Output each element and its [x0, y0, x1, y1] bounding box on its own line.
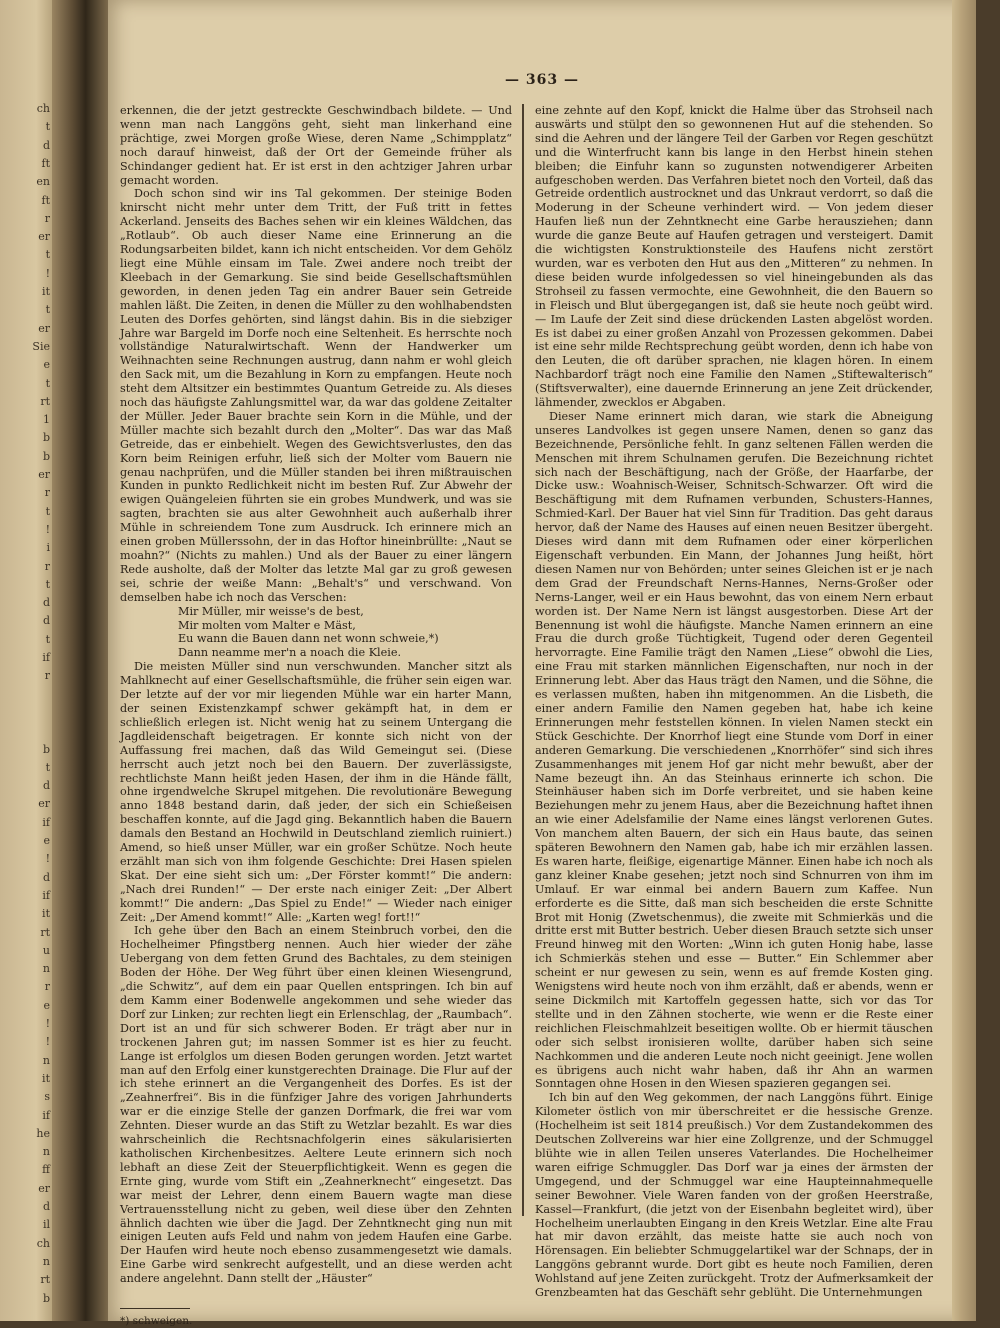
previous-page-fragment: e	[43, 358, 50, 372]
previous-page-fragment: b	[42, 1291, 50, 1305]
previous-page-fragment: ft	[41, 193, 50, 207]
paragraph: Die meisten Müller sind nun verschwunden. Mancher sitzt als Mahlknecht auf einer Gesellschaftsmühle, die früher sein eigen war. Der letzte auf der vor mir liegenden Mühle war ein harter Mann, der seinen Existenzkampf schwer gekämpft hat, in dem er schließlich erlegen ist. Nicht wenig hat zu seinem Untergang die Jagdleidenschaft beigetragen. Er konnte sich nicht von der Auffassung frei machen, daß das Wild Gemeingut sei. (Diese herrscht auch jetzt noch bei den Bauern. Der zuverlässigste, rechtlichste Mann heißt jeden Hasen, der ihm in die Hände fällt, ohne irgendwelche Skrupel mitgehen. Die revolutionäre Bewegung anno 1848 bestand darin, daß jeder, der sich ein Schießeisen beschaffen konnte, auf die Jagd ging. Bekanntlich haben die Bauern damals den Bestand an Hochwild in Deutschland ziemlich ruiniert.) Amend, so hieß unser Müller, war ein großer Schütze. Noch heute erzählt man sich von ihm folgende Geschichte: Drei Hasen spielen Skat. Der eine sieht sich um: „Der Förster kommt!“ Die andern: „Nach drei Runden!“ — Der erste nach einiger Zeit: „Der Albert kommt!“ Die andern: „Das Spiel zu Ende!“ — Wieder nach einiger Zeit: „Der Amend kommt!“ Alle: „Karten weg! fort!!“	[120, 660, 512, 924]
book-gutter	[52, 0, 108, 1321]
paragraph: Doch schon sind wir ins Tal gekommen. Der steinige Boden knirscht nicht mehr unter dem Tritt, der Fuß tritt in fettes Ackerland. Jenseits des Baches sehen wir ein kleines Wäldchen, das „Rotlaub“. Ob auch dieser Name eine Erinnerung an die Rodungsarbeiten bildet, kann ich nicht entscheiden. Vor dem Gehölz liegt eine Mühle einsam im Tale. Zwei andere noch treibt der Kleebach in der Gemarkung. Sie sind beide Gesellschaftsmühlen geworden, in denen jeden Tag ein andrer Bauer sein Getreide mahlen läßt. Die Zeiten, in denen die Müller zu den wohlhabendsten Leuten des Dorfes gehörten, sind längst dahin. Bis in die siebziger Jahre war Bargeld im Dorfe noch eine Seltenheit. Es herrschte noch vollständige Naturalwirtschaft. Wenn der Handwerker um Weihnachten seine Rechnungen austrug, dann nahm er wohl gleich den Sack mit, um die Bezahlung in Korn zu empfangen. Heute noch steht dem Altsitzer ein bestimmtes Quantum Getreide zu. Als dieses noch das häufigste Zahlungsmittel war, da war das goldene Zeitalter der Müller. Jeder Bauer brachte sein Korn in die Mühle, und der Müller machte sich bezahlt durch den „Molter“. Das war das Maß Getreide, das er einbehielt. Wegen des Gewichtsverlustes, den das Korn beim Reinigen erfuhr, ließ sich der Molter vom Bauern nie genau nachprüfen, und die Müller standen bei ihren mißtrauischen Kunden in punkto Redlichkeit nicht im besten Ruf. Zur Abwehr der ewigen Quängeleien führten sie ein grobes Mundwerk, und was sie sagten, brachten sie aus alter Gewohnheit auch außerhalb ihrer Mühle in schreiendem Tone zum Ausdruck. Ich erinnere mich an einen groben Müllerssohn, der in das Hoftor hineinbrüllte: „Naut se moahn?“ (Nichts zu mahlen.) Und als der Bauer zu einer längern Rede ausholte, daß der Molter das letzte Mal gar zu groß gewesen sei, schrie der weiße Mann: „Behalt's“ und verschwand. Von demselben habe ich noch das Verschen:	[120, 187, 512, 604]
previous-page-fragment: b	[42, 431, 50, 445]
footnote-rule	[120, 1308, 190, 1309]
previous-page-fragment: r	[44, 486, 50, 500]
verse-line: Mir molten vom Malter e Mäst,	[178, 618, 356, 632]
previous-page-fragment: b	[42, 742, 50, 756]
previous-page-fragment: ch	[36, 102, 50, 115]
previous-page-fragment: t	[45, 376, 50, 390]
page-stack-edge	[952, 0, 976, 1321]
previous-page-fragment: ff	[42, 1163, 50, 1177]
previous-page-fragment: !	[45, 1017, 50, 1030]
page-number: — 363 —	[505, 72, 579, 88]
previous-page-fragment: e	[43, 998, 50, 1012]
previous-page-fragment: er	[38, 1181, 50, 1195]
paragraph: Ich bin auf den Weg gekommen, der nach Langgöns führt. Einige Kilometer östlich von mir überschreitet er die hessische Grenze. (Hochelheim ist seit 1814 preußisch.) Vor dem Zustandekommen des Deutschen Zollvereins war hier eine Zollgrenze, und der Schmuggel blühte wie in allen Teilen unseres Vaterlandes. Die Hochelheimer waren eifrige Schmuggler. Das Dorf war ja eines der ärmsten der Umgegend, und der Schmuggel war eine Haupteinnahmequelle seiner Bewohner. Viele Waren fanden von der großen Heerstraße, Kassel—Frankfurt, (die jetzt von der Eisenbahn begleitet wird), über Hochelheim unerlaubten Eingang in den Kreis Wetzlar. Eine alte Frau hat mir davon erzählt, das meiste hatte sie auch noch von Hörensagen. Ein beliebter Schmuggelartikel war der Schnaps, der in Langgöns gebrannt wurde. Dort gibt es heute noch Familien, deren Wohlstand auf jene Zeiten zurückgeht. Trotz der Aufmerksamkeit der Grenzbeamten hat das Geschäft sehr geblüht. Die Unternehmungen	[535, 1091, 933, 1300]
left-column	[120, 104, 512, 1328]
paragraph: Dieser Name erinnert mich daran, wie stark die Abneigung unseres Landvolkes ist gegen unsere Namen, denen so ganz das Bezeichnende, Persönliche fehlt. In ganz seltenen Fällen werden die Menschen mit ihrem Schulnamen gerufen. Die Bezeichnung richtet sich nach der Beschäftigung, nach der Größe, der Haarfarbe, der Dicke usw.: Woahnisch-Weiser, Schnitsch-Schwarzer. Oft wird die Beschäftigung mit dem Rufnamen verbunden, Schusters-Hannes, Schmied-Karl. Der Bauer hat viel Sinn für Tradition. Das geht daraus hervor, daß der Name des Hauses auf einen neuen Besitzer übergeht. Dieses wird dann mit dem Rufnamen oder einer körperlichen Eigenschaft verbunden. Ein Mann, der Johannes Jung heißt, hört diesen Namen nur von Behörden; unter seines Gleichen ist er je nach dem Grad der Freundschaft Nerns-Hannes, Nerns-Großer oder Nerns-Langer, weil er ein Haus bewohnt, das von einem Nern erbaut worden ist. Der Name Nern ist längst ausgestorben. Diese Art der Benennung ist wohl die häufigste. Manche Namen erinnern an eine Frau die durch große Tüchtigkeit, Tugend oder deren Gegenteil hervorragte. Eine Familie trägt den Namen „Liese“ obwohl die Lies, eine Frau mit starken männlichen Eigenschaften, nur noch in der Erinnerung lebt. Aber das Haus trägt den Namen, und die Söhne, die es verlassen mußten, haben ihn mitgenommen. An die Lisbeth, die einer andern Familie den Namen gegeben hat, habe ich keine Erinnerungen mehr feststellen können. In vielen Namen steckt ein Stück Geschichte. Der Knorrhof liegt eine Stunde vom Dorf in einer anderen Gemarkung. Die verschiedenen „Knorrhöfer“ sind sich ihres Zusammenhanges mit jenem Hof gar nicht mehr bewußt, aber der Name bezeugt ihn. An das Steinhaus erinnerte ich schon. Die Steinhäuser haben sich im Dorfe verbreitet, und sie haben keine Beziehungen mehr zu jenem Haus, aber die Bezeichnung haftet ihnen an wie einer Adelsfamilie der Name eines längst verlorenen Gutes. Von manchem alten Bauern, der sich ein Haus baute, das seinen späteren Bewohnern den Namen gab, habe ich mir erzählen lassen. Es waren harte, fleißige, eigenartige Männer. Einen habe ich noch als ganz kleiner Knabe gesehen; jetzt noch sind Schnurren von ihm im Umlauf. Er war einmal bei andern Bauern zum Kaffee. Nun erforderte es die Sitte, daß man sich bescheiden die erste Schnitte Brot mit Honig (Zwetschenmus), die zweite mit Schmierkäs und die dritte erst mit Butter bestrich. Ueber diesen Brauch setzte sich unser Freund hinweg mit den Worten: „Winn ich guten Honig habe, lasse ich Schmierkäs stehen und esse — Butter.“ Ein Schlemmer aber scheint er nur gewesen zu sein, wenn es auf fremde Kosten ging. Wenigstens wird heute noch von ihm erzählt, daß er abends, wenn er seine Dickmilch mit Kartoffeln gegessen hatte, sich vor das Tor stellte und in den Zähnen stocherte, wie wenn er die Reste einer reichlichen Fleischmahlzeit beseitigen wollte. Ob er hiermit täuschen oder sich selbst ironisieren wollte, darüber haben sich seine Nachkommen und die anderen Leute noch nicht geeinigt. Jene wollen es übrigens auch nicht wahr haben, daß ihr Ahn an warmen Sonntagen ohne Hosen in den Wiesen spazieren gegangen sei.	[535, 409, 933, 1091]
previous-page-fragment: n	[42, 962, 50, 976]
previous-page-fragment: er	[38, 321, 50, 335]
previous-page-fragment: if	[42, 1108, 50, 1122]
previous-page-fragment: r	[44, 980, 50, 994]
previous-page-fragment: u	[42, 943, 50, 957]
previous-page-fragment: d	[42, 138, 50, 152]
previous-page-fragment: !	[45, 852, 50, 866]
previous-page-fragment: r	[44, 669, 50, 683]
previous-page-fragment: er	[38, 797, 50, 811]
previous-page-fragment: b	[42, 449, 50, 463]
verse-block	[178, 605, 512, 661]
previous-page-fragment: it	[42, 285, 50, 298]
previous-page-fragment: !	[45, 1035, 50, 1049]
paragraph: erkennen, die der jetzt gestreckte Geschwindbach bildete. — Und wenn man nach Langgöns geht, sieht man linkerhand eine prächtige, zwei Morgen große Wiese, deren Name „Schimpplatz“ noch darauf hinweist, daß der Ort der Gemeinde früher als Schindanger gedient hat. Er ist erst in den achtziger Jahren urbar gemacht worden.	[120, 104, 512, 187]
previous-page-fragment: if	[42, 815, 50, 829]
previous-page-fragment: t	[45, 303, 50, 317]
previous-page-fragment: Sie	[32, 339, 50, 353]
previous-page-fragment: if	[42, 651, 50, 664]
previous-page-fragment: !	[45, 266, 50, 280]
previous-page-fragment: er	[38, 468, 50, 481]
previous-page-fragment: !	[45, 522, 50, 536]
previous-page-fragment: he	[36, 1126, 50, 1140]
footnote: *) schweigen.	[120, 1315, 193, 1328]
previous-page-edge	[0, 0, 52, 1321]
previous-page-fragment: t	[45, 120, 50, 134]
previous-page-fragment: t	[45, 632, 50, 646]
previous-page-fragment: d	[42, 1200, 50, 1213]
previous-page-fragment: ch	[36, 1236, 50, 1250]
previous-page-fragment: 1	[43, 413, 50, 427]
verse-line: Dann neamme mer'n a noach die Kleie.	[178, 646, 402, 660]
previous-page-fragment: s	[44, 1090, 50, 1104]
previous-page-fragment: il	[42, 1218, 50, 1232]
previous-page-fragment: e	[43, 834, 50, 847]
previous-page-fragment: t	[45, 248, 50, 262]
previous-page-fragment: ft	[41, 156, 50, 170]
column-rule	[522, 104, 524, 1216]
paragraph: Ich gehe über den Bach an einem Steinbruch vorbei, den die Hochelheimer Pfingstberg nennen. Auch hier wieder der zähe Uebergang von dem fetten Grund des Bachtales, zu dem steinigen Boden der Höhe. Der Weg führt über einen kleinen Wiesengrund, „die Schwitz“, auf dem ein paar Quellen entspringen. Ich bin auf dem Kamm einer Bodenwelle angekommen und sehe wieder das Dorf zur Linken; zur rechten liegt ein Erlenschlag, der „Raumbach“. Dort ist an und für sich schwerer Boden. Er trägt aber nur in trockenen Jahren gut; im nassen Sommer ist es hier zu feucht. Lange ist erfolglos um diesen Boden gerungen worden. Jetzt wartet man auf den Erfolg einer kunstgerechten Drainage. Die Flur auf der ich stehe erinnert an die Vergangenheit des Dorfes. Es ist der „Zeahnerfrei“. Bis in die fünfziger Jahre des vorigen Jahrhunderts war er die einzige Stelle der ganzen Dorfmark, die frei war vom Zehnten. Dieser wurde an das Stift zu Wetzlar bezahlt. Es war dies wahrscheinlich die Rechtsnachfolgerin eines säkularisierten katholischen Kirchenbesitzes. Aeltere Leute erinnern sich noch lebhaft an diese Zeit der Steuerpflichtigkeit. Wenn es gegen die Ernte ging, wurde vom Stift ein „Zeahnerknecht“ eingesetzt. Das war meist der Lehrer, denn einem Bauern wagte man diese Vertrauensstellung nicht zu geben, weil diese über den Zehnten ähnlich dachten wie über die Jagd. Der Zehntknecht ging nun mit einigen Leuten aufs Feld und nahm von jedem Haufen eine Garbe. Der Haufen wird heute noch ebenso zusammengesetzt wie damals. Eine Garbe wird senkrecht aufgestellt, und an diese werden acht andere angelehnt. Dann stellt der „Häuster“	[120, 924, 512, 1286]
previous-page-fragment: er	[38, 230, 50, 244]
previous-page-fragment: t	[45, 504, 50, 518]
previous-page-fragment: t	[45, 760, 50, 774]
previous-page-fragment: rt	[40, 394, 50, 408]
previous-page-fragment: r	[44, 559, 50, 573]
previous-page-fragment: n	[42, 1145, 50, 1159]
previous-page-fragment: n	[42, 1053, 50, 1067]
previous-page-fragment: t	[45, 577, 50, 591]
previous-page-fragment: d	[42, 614, 50, 628]
right-column	[535, 104, 933, 1300]
previous-page-fragment: rt	[40, 1273, 50, 1287]
previous-page-fragment: d	[42, 596, 50, 610]
previous-page-fragment: rt	[40, 925, 50, 939]
previous-page-fragment: d	[42, 779, 50, 793]
previous-page-fragment: n	[42, 1254, 50, 1268]
book-page	[108, 0, 976, 1328]
previous-page-fragment: r	[44, 211, 50, 225]
paragraph: eine zehnte auf den Kopf, knickt die Halme über das Strohseil nach auswärts und stülpt den so gewonnenen Hut auf die stehenden. So sind die Aehren und der längere Teil der Garben vor Regen geschützt und die Winterfrucht kann bis lange in den Herbst hinein stehen bleiben; die Einfuhr kann so zugunsten notwendigerer Arbeiten aufgeschoben werden. Das Verfahren bietet noch den Vorteil, daß das Getreide ordentlich austrocknet und das Unkraut verdorrt, so daß die Moderung in der Scheune verhindert wird. — Von jedem dieser Haufen ließ nun der Zehntknecht eine Garbe herausziehen; dann wurde die ganze Beute auf Haufen getragen und versteigert. Damit die wichtigsten Konstruktionsteile des Haufens nicht zerstört wurden, war es verboten den Hut aus den „Mitteren“ zu nehmen. In diese beiden wurde infolgedessen so viel hineingebunden als das Strohseil zu fassen vermochte, eine Gewohnheit, die den Bauern so in Fleisch und Blut übergegangen ist, daß sie heute noch geübt wird. — Im Laufe der Zeit sind diese drückenden Lasten abgelöst worden. Es ist dabei zu einer großen Anzahl von Prozessen gekommen. Dabei ist eine sehr milde Rechtsprechung geübt worden, denn ich habe von den Leuten, die oft darüber sprachen, nie klagen hören. In einem Nachbardorf trägt noch eine Familie den Namen „Stiftewalterisch“ (Stiftsverwalter), eine dauernde Erinnerung an jene Zeit drückender, lähmender, zwecklos er Abgaben.	[535, 104, 933, 410]
previous-page-fragment: it	[42, 907, 50, 921]
previous-page-fragment: if	[42, 888, 50, 902]
previous-page-fragment: it	[42, 1071, 50, 1085]
previous-page-fragment: d	[42, 870, 50, 884]
verse-line: Eu wann die Bauen dann net wonn schweie,*)	[178, 632, 439, 646]
verse-line: Mir Müller, mir weisse's de best,	[178, 604, 364, 618]
previous-page-fragment: i	[46, 541, 50, 555]
previous-page-fragment: en	[36, 175, 50, 189]
